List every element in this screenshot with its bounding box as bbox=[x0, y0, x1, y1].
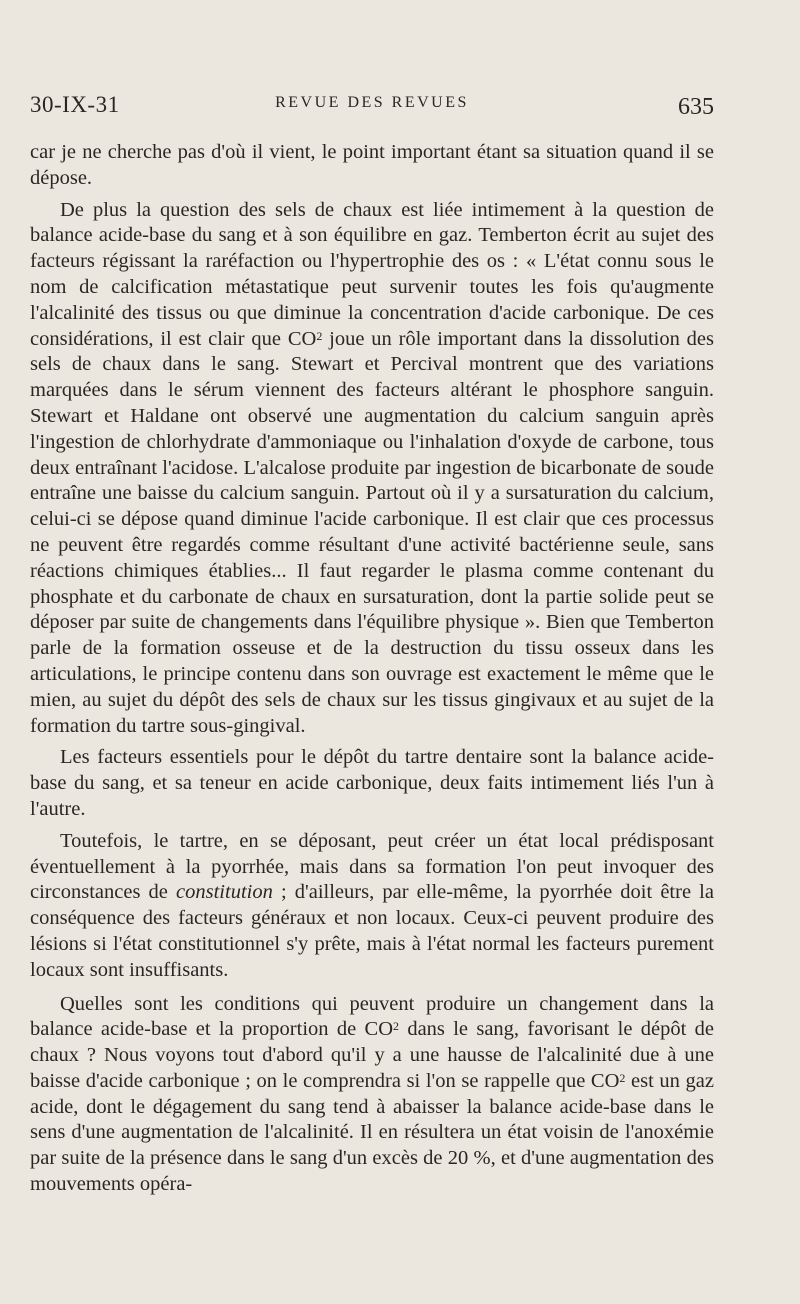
page-number: 635 bbox=[678, 94, 714, 120]
paragraph-3: Les facteurs essentiels pour le dépôt du tartre dentaire sont la balance acide-base du sang, et sa teneur en acide carbonique, deux faits intimement liés l'un à l'autre. bbox=[30, 746, 714, 820]
co2-subscript: 2 bbox=[619, 1070, 626, 1085]
paragraph-4: Toutefois, le tartre, en se déposant, peut créer un état local prédisposant éventuellement à la pyorrhée, mais dans sa formation l'on peut invoquer des circonstances de constitution ; d'ailleurs, par elle-même, la pyorrhée doit être la conséquence des facteurs généraux et non locaux. Ceux-ci peuvent produire des lésions si l'état constitutionnel s'y prête, mais à l'état normal les facteurs purement locaux sont insuffisants. bbox=[30, 829, 714, 981]
paragraph-1: car je ne cherche pas d'où il vient, le point important étant sa situation quand il se dépose. bbox=[30, 141, 714, 189]
italic-constitution: constitution bbox=[176, 881, 273, 904]
page-header bbox=[30, 88, 714, 128]
running-title: REVUE DES REVUES bbox=[275, 94, 469, 111]
article-body bbox=[30, 140, 714, 1198]
paragraph-5: Quelles sont les conditions qui peuvent produire un changement dans la balance acide-base et la proportion de $CO^2$ dans le sang, favorisant le dépôt de chaux ? Nous voyons tout d'abord qu'il y a une hausse de l'alcalinité due à une baisse d'acide carbonique ; on le comprendra si l'on se rappelle que $CO^2$ est un gaz acide, dont le dégagement du sang tend à abaisser la balance acide-base dans le sens d'une augmentation de l'alcalinité. Il en résultera un état voisin de l'anoxémie par suite de la présence dans le sang d'un excès de 20 %, et d'une augmentation des mouvements opéra- bbox=[30, 992, 715, 1196]
paragraph-2: De plus la question des sels de chaux est liée intimement à la question de balance acide-base du sang et à son équilibre en gaz. Temberton écrit au sujet des facteurs régissant la raréfaction ou l'hypertrophie des os : « L'état connu sous le nom de calcification métastatique peut survenir toutes les fois qu'augmente l'alcalinité des tissus ou que diminue la concentration d'acide carbonique. De ces considérations, il est clair que $CO^2$ joue un rôle important dans la dissolution des sels de chaux dans le sang. Stewart et Percival montrent que des variations marquées dans le sérum viennent des facteurs altérant le phosphore sanguin. Stewart et Haldane ont observé une augmentation du calcium sanguin après l'ingestion de chlorhydrate d'ammoniaque ou l'inhalation d'oxyde de carbone, tous deux entraînant l'acidose. L'alcalose produite par ingestion de bicarbonate de soude entraîne une baisse du calcium sanguin. Partout où il y a sursaturation du calcium, celui-ci se dépose quand diminue l'acide carbonique. Il est clair que ces processus ne peuvent être regardés comme résultant d'une activité bactérienne seule, sans réactions chimiques établies... Il faut regarder le plasma comme contenant du phosphate et du carbonate de chaux en sursaturation, dont la partie solide peut se déposer par suite de changements dans l'équilibre physique ». Bien que Temberton parle de la formation osseuse et de la destruction du tissu osseux dans les articulations, le principe contenu dans son ouvrage est exactement le même que le mien, au sujet du dépôt des sels de chaux sur les tissus gingivaux et au sujet de la formation du tartre sous-gingival. bbox=[30, 198, 714, 737]
co2-subscript: 2 bbox=[316, 328, 323, 343]
co2-subscript: 2 bbox=[393, 1019, 399, 1034]
header-date: 30-IX-31 bbox=[30, 92, 120, 117]
